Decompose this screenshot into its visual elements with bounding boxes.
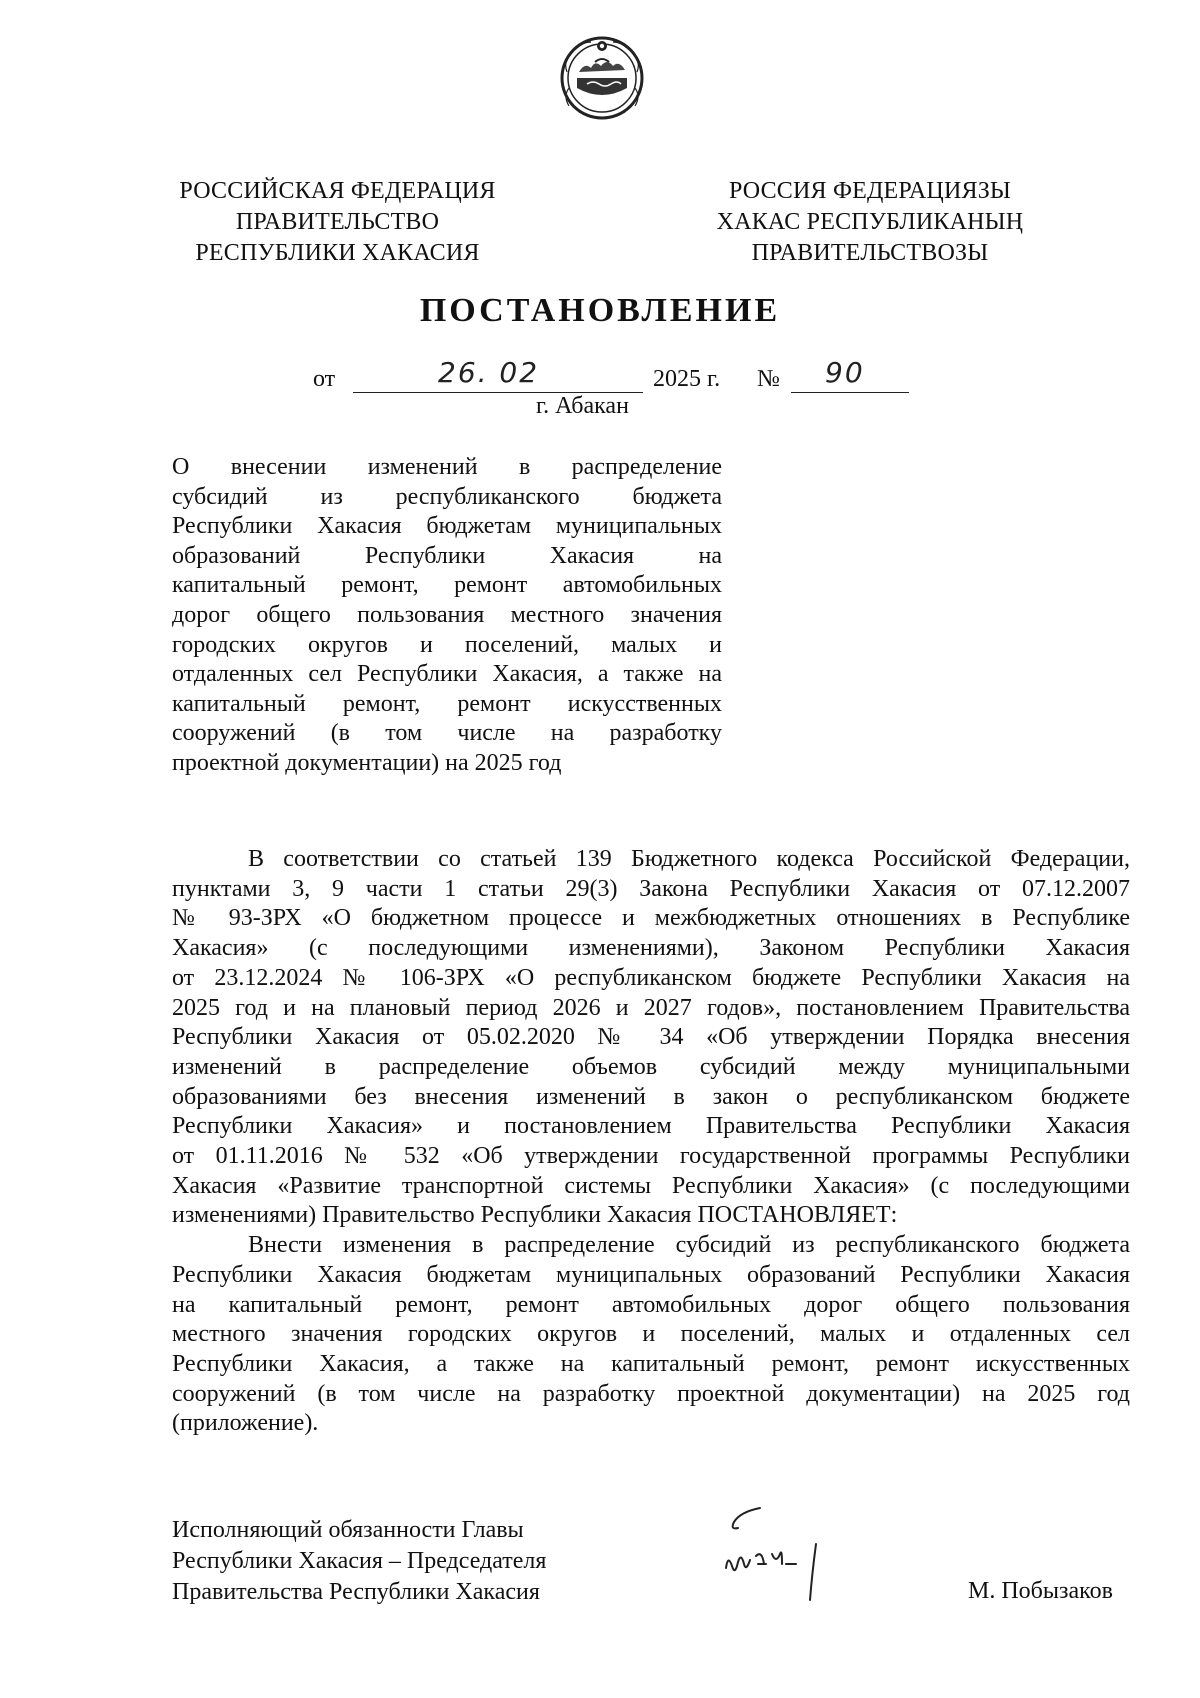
header-right-line: РОССИЯ ФЕДЕРАЦИЯЗЫ bbox=[728, 178, 1012, 204]
body-line: местного значения городских округов и поселений, малых и отдаленных сел bbox=[172, 1321, 1130, 1348]
coat-of-arms-emblem bbox=[557, 32, 647, 122]
city-label: г. Абакан bbox=[536, 393, 629, 419]
handwritten-signature bbox=[720, 1498, 850, 1606]
header-right-line: ХАКАС РЕСПУБЛИКАНЫҢ bbox=[716, 209, 1024, 235]
subject-line: отдаленных сел Республики Хакасия, а также на bbox=[172, 661, 722, 688]
body-line: Республики Хакасия» и постановлением Правительства Республики Хакасия bbox=[172, 1113, 1130, 1140]
body-line: от 01.11.2016 № 532 «Об утверждении государственной программы Республики bbox=[172, 1143, 1130, 1170]
subject-line: капитальный ремонт, ремонт автомобильных bbox=[172, 572, 722, 599]
header-left-line: ПРАВИТЕЛЬСТВО bbox=[235, 209, 440, 235]
signatory-title-line: Исполняющий обязанности Главы bbox=[172, 1517, 524, 1543]
body-text bbox=[172, 845, 1130, 1439]
body-line: В соответствии со статьей 139 Бюджетного кодекса Российской Федерации, bbox=[248, 846, 1130, 872]
body-line: Хакасия «Развитие транспортной системы Республики Хакасия» (с последующими bbox=[172, 1172, 1130, 1199]
document-type-title: ПОСТАНОВЛЕНИЕ bbox=[419, 292, 781, 329]
header-left-block bbox=[160, 176, 515, 269]
subject-line: городских округов и поселений, малых и bbox=[172, 631, 722, 658]
body-line: Республики Хакасия от 05.02.2020 № 34 «Об утверждении Порядка внесения bbox=[172, 1024, 1130, 1051]
body-line: изменений в распределение объемов субсидий между муниципальными bbox=[172, 1053, 1130, 1080]
header-left-line: РОССИЙСКАЯ ФЕДЕРАЦИЯ bbox=[179, 178, 496, 204]
subject-block bbox=[172, 453, 722, 779]
body-line: Республики Хакасия бюджетам муниципальных образований Республики Хакасия bbox=[172, 1261, 1130, 1288]
date-handwritten: 26. 02 bbox=[438, 356, 540, 389]
body-line: пунктами 3, 9 части 1 статьи 29(3) Закона Республики Хакасия от 07.12.2007 bbox=[172, 875, 1130, 902]
subject-line: сооружений (в том числе на разработку bbox=[172, 720, 722, 747]
body-line: Хакасия» (с последующими изменениями), Законом Республики Хакасия bbox=[172, 935, 1130, 962]
body-line: Внести изменения в распределение субсидий из республиканского бюджета bbox=[248, 1232, 1130, 1259]
subject-line: капитальный ремонт, ремонт искусственных bbox=[172, 690, 722, 717]
body-line: (приложение). bbox=[172, 1410, 319, 1437]
number-sign: № bbox=[757, 366, 780, 392]
subject-line: проектной документации) на 2025 год bbox=[172, 749, 562, 776]
signatory-title-line: Республики Хакасия – Председателя bbox=[172, 1548, 547, 1574]
body-line: от 23.12.2024 № 106-ЗРХ «О республиканском бюджете Республики Хакасия на bbox=[172, 964, 1130, 991]
header-left-line: РЕСПУБЛИКИ ХАКАСИЯ bbox=[195, 240, 480, 266]
number-underline bbox=[791, 392, 909, 393]
signatory-title bbox=[172, 1515, 546, 1608]
body-line: сооружений (в том числе на разработку проектной документации) на 2025 год bbox=[172, 1380, 1130, 1407]
signatory-title-line: Правительства Республики Хакасия bbox=[172, 1579, 540, 1605]
subject-line: дорог общего пользования местного значения bbox=[172, 601, 722, 628]
date-year: 2025 г. bbox=[653, 366, 721, 392]
body-line: образованиями без внесения изменений в закон о республиканском бюджете bbox=[172, 1083, 1130, 1110]
signatory-name: М. Побызаков bbox=[968, 1578, 1113, 1604]
subject-line: образований Республики Хакасия на bbox=[172, 542, 722, 569]
body-line: Республики Хакасия, а также на капитальный ремонт, ремонт искусственных bbox=[172, 1350, 1130, 1377]
subject-line: Республики Хакасия бюджетам муниципальных bbox=[172, 513, 722, 540]
header-right-line: ПРАВИТЕЛЬСТВОЗЫ bbox=[751, 240, 989, 266]
body-line: на капитальный ремонт, ремонт автомобильных дорог общего пользования bbox=[172, 1291, 1130, 1318]
header-right-block bbox=[700, 176, 1040, 269]
body-line: 2025 год и на плановый период 2026 и 2027 годов», постановлением Правительства bbox=[172, 994, 1130, 1021]
date-prefix: от bbox=[313, 366, 336, 392]
body-line: № 93-ЗРХ «О бюджетном процессе и межбюджетных отношениях в Республике bbox=[172, 905, 1130, 932]
number-handwritten: 90 bbox=[825, 356, 865, 389]
subject-line: субсидий из республиканского бюджета bbox=[172, 483, 722, 510]
body-line: изменениями) Правительство Республики Хакасия ПОСТАНОВЛЯЕТ: bbox=[172, 1202, 898, 1229]
subject-line: О внесении изменений в распределение bbox=[172, 454, 722, 480]
